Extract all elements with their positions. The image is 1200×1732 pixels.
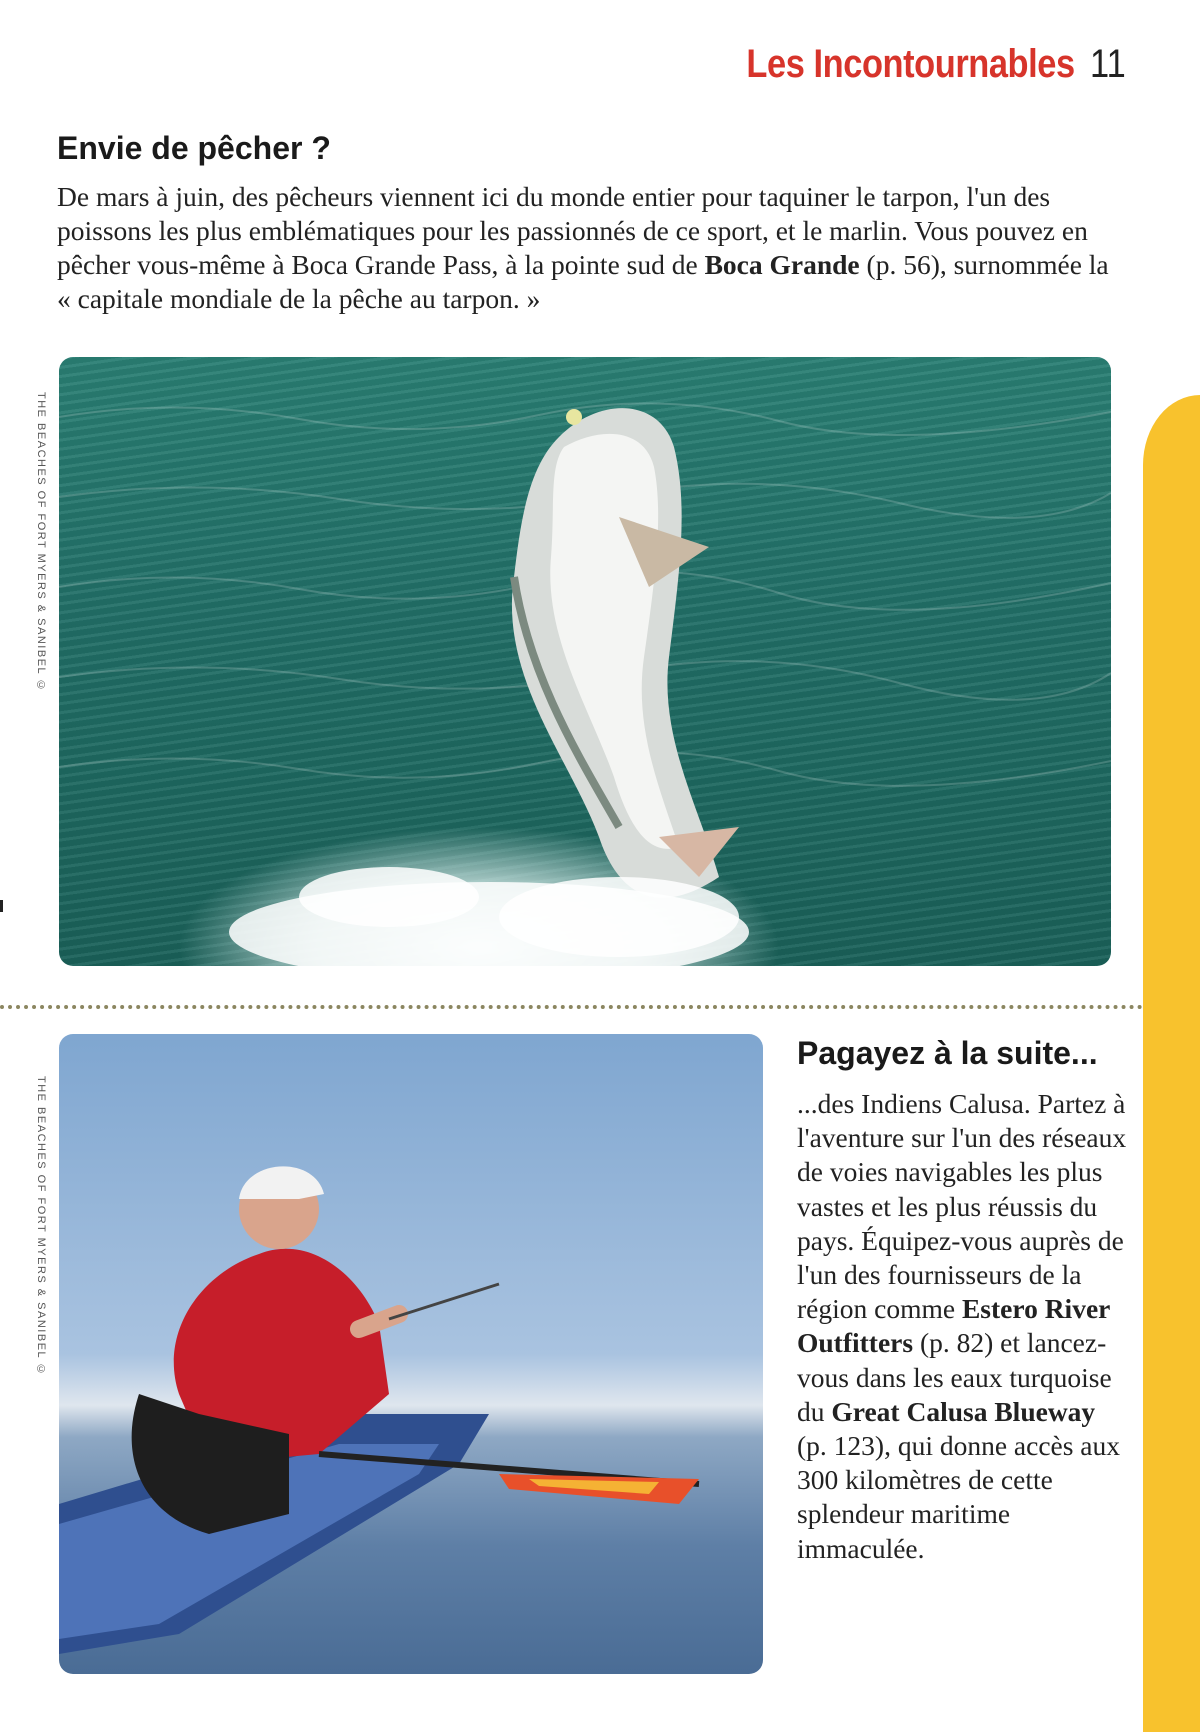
kayak-fishing-photo [59, 1034, 763, 1674]
photo-credit-2: THE BEACHES OF FORT MYERS & SANIBEL © [35, 1076, 47, 1377]
section-divider [0, 1005, 1143, 1009]
kayak-bold-blueway: Great Calusa Blueway [831, 1395, 1096, 1427]
fishing-text-2: (p. 56), surnommée la « capitale mondiale de la pêche au tarpon. » [57, 249, 1109, 314]
fishing-text-1: De mars à juin, des pêcheurs viennent ici du monde entier pour taquiner le tarpon, l'un des poissons les plus emblématiques pour les passionnés de ce sport, et le marlin. Vous pouvez en pêcher vous-même à Boca Grande Pass, à la pointe sud de [57, 181, 1088, 280]
section-title: Les Incontournables [746, 42, 1075, 86]
kayak-paragraph [797, 1087, 1127, 1566]
tarpon-photo [59, 357, 1111, 966]
kayak-text-3: (p. 123), qui donne accès aux 300 kilomètres de cette splendeur maritime immaculée. [797, 1430, 1121, 1564]
fishing-heading: Envie de pêcher ? [57, 130, 331, 166]
kayak-bold-estero: Estero River Outfitters [797, 1293, 1110, 1359]
page-header [693, 42, 1132, 87]
yellow-edge-tab [1143, 395, 1200, 1732]
tarpon-illustration [59, 357, 1111, 966]
kayak-heading: Pagayez à la suite... [797, 1035, 1098, 1071]
kayak-text-2: (p. 82) et lancez-vous dans les eaux turquoise du [797, 1327, 1112, 1427]
fishing-bold-boca-grande: Boca Grande [704, 249, 860, 280]
page-number: 11 [1090, 42, 1127, 86]
edge-mark [0, 900, 3, 912]
kayak-text-1: ...des Indiens Calusa. Partez à l'aventure sur l'un des réseaux de voies navigables les plus vastes et les plus réussis du pays. Équipez-vous auprès de l'un des fournisseurs de la région comme [797, 1088, 1127, 1325]
kayak-illustration [59, 1034, 763, 1674]
fishing-paragraph [57, 180, 1117, 316]
photo-credit-1: THE BEACHES OF FORT MYERS & SANIBEL © [35, 392, 47, 693]
